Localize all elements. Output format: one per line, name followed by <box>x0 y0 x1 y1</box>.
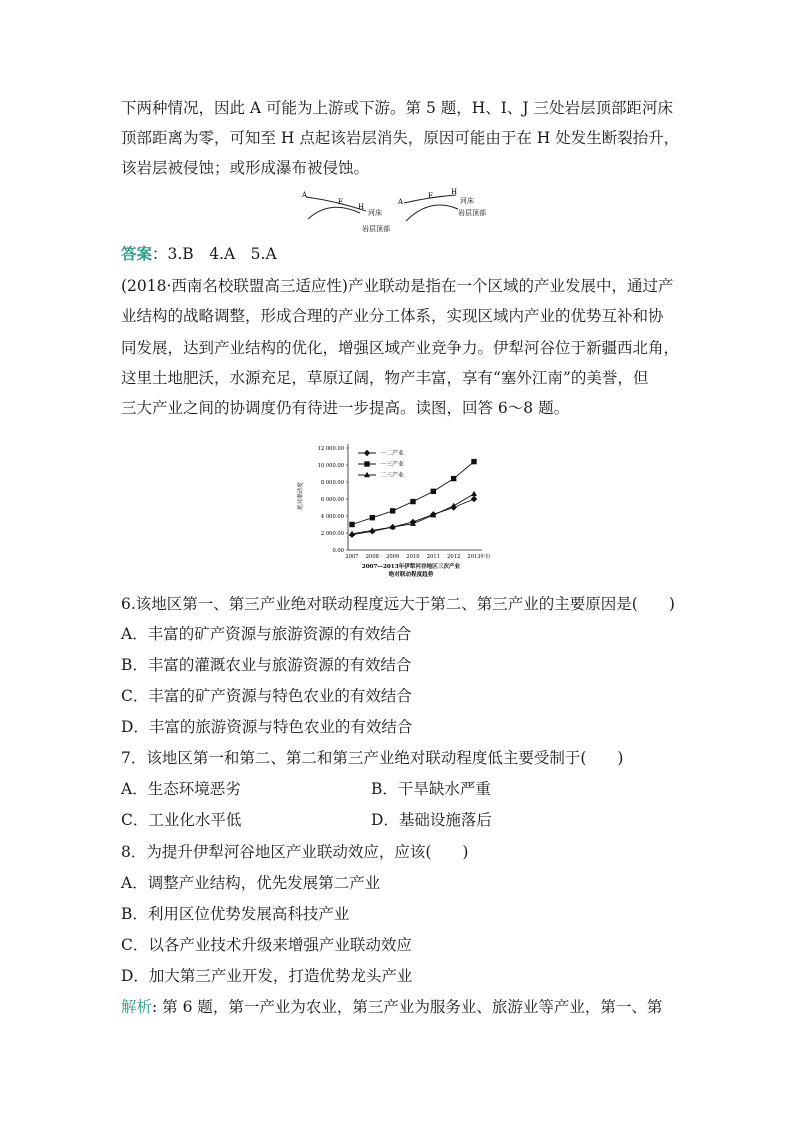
label-rock-top: 岩层顶部 <box>458 209 486 217</box>
q6-option-a: A．丰富的矿产资源与旅游资源的有效结合 <box>121 625 412 643</box>
q6-option-c: C．丰富的矿产资源与特色农业的有效结合 <box>121 687 412 705</box>
question-7: 7．该地区第一和第二、第二和第三产业绝对联动程度低主要受制于( ) <box>121 749 624 767</box>
q7-option-b: B．干旱缺水严重 <box>371 780 491 798</box>
q8-option-b: B．利用区位优势发展高科技产业 <box>121 905 350 923</box>
paragraph-line: 下两种情况，因此 A 可能为上游或下游。第 5 题，H、I、J 三处岩层顶部距河床 <box>121 99 674 117</box>
y-tick-label: 12 000.00 <box>317 446 344 452</box>
legend-label: 二三产业 <box>380 472 405 480</box>
y-tick-label: 8 000.00 <box>320 480 344 486</box>
question-8: 8．为提升伊犁河谷地区产业联动效应，应该( ) <box>121 843 469 861</box>
x-tick-label: 2007 <box>345 554 359 560</box>
y-tick-label: 10 000.00 <box>317 463 344 469</box>
data-point-square <box>364 461 369 466</box>
chart-series <box>349 459 477 538</box>
q8-option-d: D．加大第三产业开发，打造优势龙头产业 <box>121 967 413 985</box>
chart-legend <box>358 449 404 479</box>
data-point-square <box>349 522 354 527</box>
legend-label: 一二产业 <box>380 450 405 458</box>
q7-option-d: D．基础设施落后 <box>371 811 492 829</box>
data-point-triangle <box>451 503 457 508</box>
paragraph-line: 同发展，达到产业结构的优化，增强区域产业竞争力。伊犁河谷位于新疆西北角， <box>121 339 680 357</box>
paragraph-line: (2018·西南名校联盟高三适应性)产业联动是指在一个区域的产业发展中，通过产 <box>121 277 674 295</box>
y-tick-label: 2 000.00 <box>320 531 344 537</box>
answer-text: ：3.B 4.A 5.A <box>152 245 277 263</box>
y-tick-label: 6 000.00 <box>320 497 344 503</box>
legend-label: 一三产业 <box>380 461 405 469</box>
data-point-diamond <box>364 450 370 456</box>
data-point-square <box>410 499 415 504</box>
data-point-triangle <box>364 472 370 477</box>
answer-label: 答案 <box>121 244 153 263</box>
data-point-square <box>451 476 456 481</box>
paragraph-line: 顶部距离为零，可知至 H 点起该岩层消失，原因可能由于在 H 处发生断裂抬升， <box>121 129 680 147</box>
data-point-triangle <box>471 491 477 496</box>
x-tick-label: 2009 <box>386 554 400 560</box>
x-tick-label: 2013 <box>467 554 481 560</box>
chart-caption: 绝对联动程度趋势 <box>388 572 434 578</box>
label-a: A <box>398 198 404 206</box>
river-rock-diagram <box>300 185 500 235</box>
x-tick-label: 2008 <box>365 554 379 560</box>
answer-line <box>121 244 277 264</box>
data-point-square <box>390 508 395 513</box>
q8-option-c: C．以各产业技术升级来增强产业联动效应 <box>121 936 412 954</box>
x-tick-label: 2011 <box>426 554 440 560</box>
y-tick-label: 0.00 <box>332 548 344 554</box>
chart-text <box>362 562 461 578</box>
label-a: A <box>302 191 308 199</box>
rock-curve <box>406 205 458 221</box>
q6-option-d: D．丰富的旅游资源与特色农业的有效结合 <box>121 718 413 736</box>
paragraph-line: 业结构的战略调整，形成合理的产业分工体系，实现区域内产业的优势互补和协 <box>121 307 664 325</box>
label-e: E <box>338 198 344 206</box>
label-h: H <box>358 203 365 211</box>
river-line <box>306 197 366 211</box>
data-point-square <box>370 515 375 520</box>
label-h: H <box>451 188 458 196</box>
left-diagram <box>301 191 390 233</box>
q6-option-b: B．丰富的灌溉农业与旅游资源的有效结合 <box>121 656 412 674</box>
label-riverbed: 河床 <box>368 209 382 217</box>
label-rock-top: 岩层顶部 <box>362 225 390 233</box>
paragraph-line: 该岩层被侵蚀；或形成瀑布被侵蚀。 <box>121 159 370 177</box>
q7-option-a: A．生态环境恶劣 <box>121 780 241 798</box>
analysis-label: 解析 <box>121 998 153 1016</box>
paragraph-line: 这里土地肥沃，水源充足，草原辽阔，物产丰富，享有“塞外江南”的美誉，但 <box>121 369 649 387</box>
data-point-square <box>431 489 436 494</box>
x-tick-label: 2012 <box>447 554 461 560</box>
q7-option-c: C．工业化水平低 <box>121 811 242 829</box>
data-point-square <box>471 459 476 464</box>
q8-option-a: A．调整产业结构，优先发展第二产业 <box>121 874 381 892</box>
label-e: E <box>428 192 434 200</box>
question-6: 6.该地区第一、第三产业绝对联动程度远大于第二、第三产业的主要原因是( ) <box>121 595 675 613</box>
x-axis-label: 年份 <box>480 554 491 560</box>
label-riverbed: 河床 <box>460 197 474 205</box>
right-diagram <box>397 188 486 221</box>
rock-curve <box>308 207 360 219</box>
analysis-text: : 第 6 题，第一产业为农业，第三产业为服务业、旅游业等产业，第一、第 <box>152 998 663 1016</box>
y-tick-label: 4 000.00 <box>320 514 344 520</box>
y-axis-label: 绝对联动度 <box>298 482 304 510</box>
chart-caption: 2007—2013年伊犁河谷地区三次产业 <box>361 564 461 570</box>
analysis-line <box>121 997 662 1017</box>
industry-linkage-chart <box>290 436 500 584</box>
paragraph-line: 三大产业之间的协调度仍有待进一步提高。读图，回答 6～8 题。 <box>121 399 570 417</box>
x-tick-label: 2010 <box>406 554 420 560</box>
data-point-diamond <box>471 496 477 502</box>
